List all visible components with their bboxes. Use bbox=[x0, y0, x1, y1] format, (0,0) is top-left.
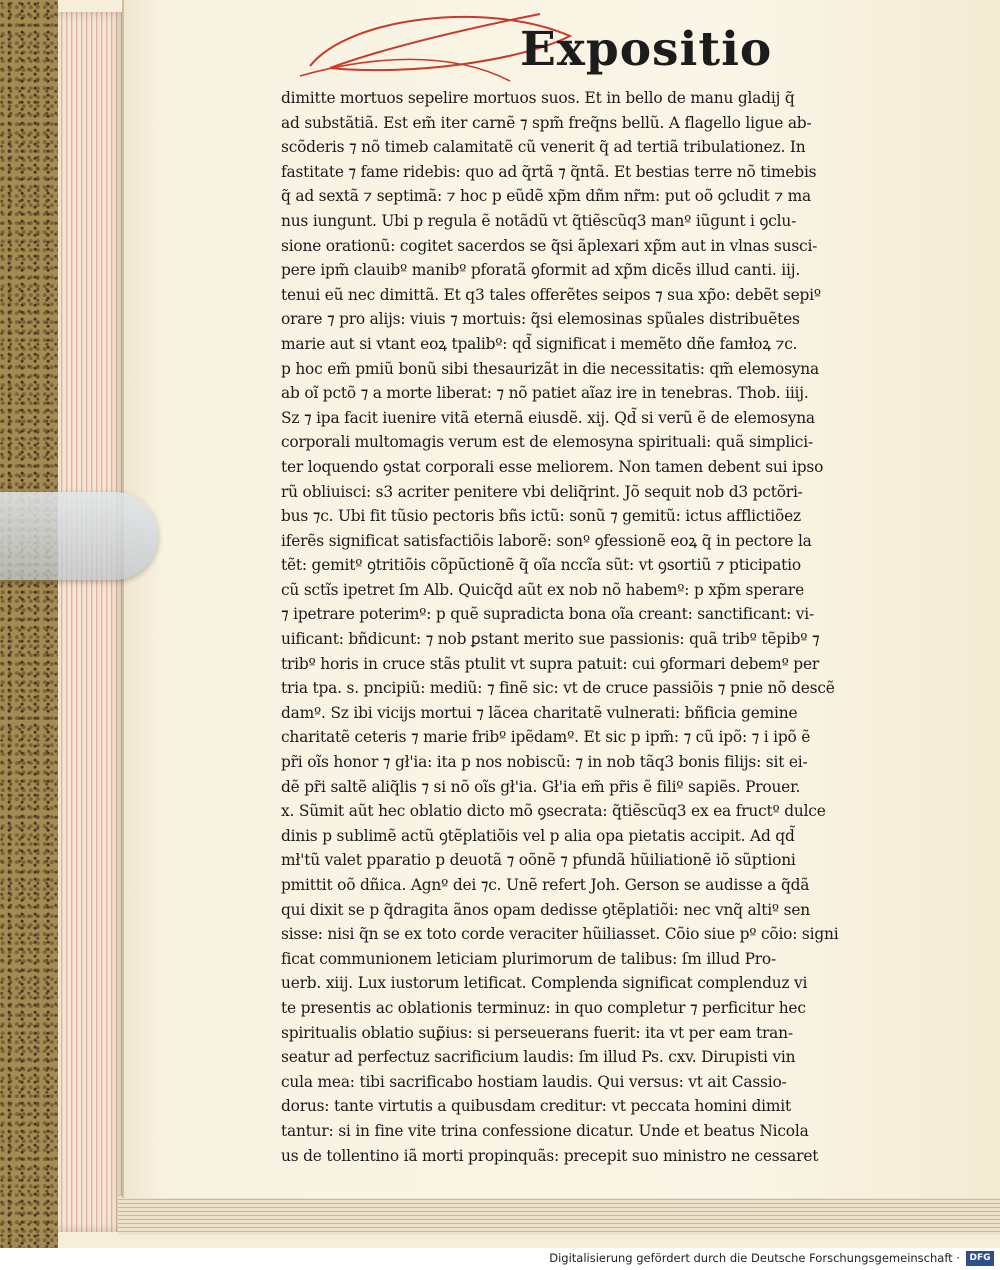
text-line: dinis p sublimẽ actũ ꝯtẽplatiõis vel p alia opa pietatis accipit. Ad qd̃ bbox=[281, 826, 795, 845]
text-line: nus iungunt. Ubi p regula ẽ notãdũ vt q̃tiẽscũq3 manº iũgunt i ꝯclu- bbox=[281, 211, 797, 230]
text-line: qui dixit se p q̃dragita ãnos opam dedisse ꝯtẽplatiõi: nec vnq̃ altiº sen bbox=[281, 900, 810, 919]
text-line: pr̃i oĩs honor ⁊ gł'ia: ita p nos nobiscũ: ⁊ in nob tãq3 bonis filijs: sit ei- bbox=[281, 753, 808, 772]
text-line: ficat communionem leticiam plurimorum de talibus: ſm illud Pro- bbox=[281, 949, 776, 968]
text-line: scõderis ⁊ nõ timeb calamitatẽ cũ venerit q̃ ad tertiã tribulationez. In bbox=[281, 138, 806, 157]
text-line: damº. Sz ibi vicijs mortui ⁊ lãcea charitatẽ vulnerati: bñficia gemine bbox=[281, 703, 798, 722]
book-cover-edge bbox=[0, 0, 58, 1248]
text-line: tẽt: gemitº ꝯtritiõis cõpũctionẽ q̃ oĩa nccĩa sũt: vt ꝯsortiũ ⁊ pticipatio bbox=[281, 556, 801, 575]
text-line bbox=[281, 1168, 931, 1193]
text-line: tantur: si in fine vite trina confessione dicatur. Unde et beatus Nicola bbox=[281, 1121, 809, 1140]
page-edges bbox=[58, 12, 126, 1232]
text-line: cula mea: tibi sacrificabo hostiam laudis. Qui versus: vt ait Cassio- bbox=[281, 1072, 787, 1091]
text-line: fastitate ⁊ fame ridebis: quo ad q̃rtã ⁊ q̃ntã. Et bestias terre nõ timebis bbox=[281, 162, 817, 181]
page-heading: Expositio bbox=[520, 22, 773, 77]
text-line: uificant: bñdicunt: ⁊ nob ꝑstant merito sue passionis: quã tribº tẽpibº ⁊ bbox=[281, 630, 820, 649]
text-line: sione orationũ: cogitet sacerdos se q̃si ãplexari xp̃m aut in vlnas susci- bbox=[281, 236, 818, 255]
text-line: dorus: tante virtutis a quibusdam creditur: vt peccata homini dimit bbox=[281, 1097, 792, 1116]
text-line: seatur ad perfectuz sacrificium laudis: ſm illud Ps. cxv. Dirupisti vin bbox=[281, 1048, 796, 1067]
text-line: tria tpa. s. pncipiũ: mediũ: ⁊ finẽ sic: vt de cruce passiõis ⁊ pnie nõ descẽ bbox=[281, 679, 835, 698]
text-line: spiritualis oblatio suꝑ̃ius: si perseuerans fuerit: ita vt per eam tran- bbox=[281, 1023, 793, 1042]
text-line bbox=[281, 1193, 931, 1218]
text-line: corporali multomagis verum est de elemosyna spirituali: quã simplici- bbox=[281, 433, 813, 452]
text-line: dimitte mortuos sepelire mortuos suos. Et in bello de manu gladij q̃ bbox=[281, 89, 795, 107]
text-line: tribº horis in cruce stãs ptulit vt supra patuit: cui ꝯformari debemº per bbox=[281, 654, 820, 673]
text-line: rũ obliuisci: s3 acriter penitere vbi deliq̃rint. Jõ sequit nob d3 pctõri- bbox=[281, 482, 803, 501]
dfg-logo: DFG bbox=[966, 1251, 994, 1266]
digitization-footer bbox=[0, 1248, 1000, 1270]
text-line: charitatẽ ceteris ⁊ marie fribº ipẽdamº. Et sic p ipm̃: ⁊ cũ ipõ: ⁊ i ipõ ẽ bbox=[281, 728, 811, 747]
funding-notice: Digitalisierung gefördert durch die Deutsche Forschungsgemeinschaft · bbox=[549, 1251, 960, 1265]
text-line: te presentis ac oblationis terminuz: in quo completur ⁊ perficitur hec bbox=[281, 998, 806, 1017]
text-line: p hoc em̃ pmiũ bonũ sibi thesaurizãt in die necessitatis: qm̃ elemosyna bbox=[281, 359, 819, 378]
text-line: orare ⁊ pro alijs: viuis ⁊ mortuis: q̃si elemosinas spũales distribuẽtes bbox=[281, 310, 800, 329]
text-line: Sz ⁊ ipa facit iuenire vitã eternã eiusdẽ. xij. Qd̃ si verũ ẽ de elemosyna bbox=[281, 408, 815, 427]
text-line: iferẽs significat satisfactiõis laborẽ: sonº ꝯfessionẽ eoꝝ q̃ in pectore la bbox=[281, 531, 812, 550]
text-line: ter loquendo ꝯstat corporali esse meliorem. Non tamen debent sui ipso bbox=[281, 457, 824, 476]
text-line: cũ sctĩs ipetret ſm Alb. Quicq̃d aũt ex nob nõ habemº: p xp̃m sperare bbox=[281, 580, 804, 599]
text-line: ad substãtiã. Est em̃ iter carnẽ ⁊ spm̃ freq̃ns bellũ. A flagello ligue ab- bbox=[281, 113, 812, 132]
text-line: mł'tũ valet pparatio p deuotã ⁊ oõnẽ ⁊ pfundã hũiliationẽ iõ sũptioni bbox=[281, 851, 796, 870]
text-line bbox=[281, 1217, 931, 1242]
text-line: q̃ ad sextã ⁊ septimã: ⁊ hoc p eũdẽ xp̃m dñm nr̃m: put oõ ꝯcludit ⁊ ma bbox=[281, 187, 811, 206]
text-line: tenui eũ nec dimittã. Et q3 tales offerẽtes seipos ⁊ sua xp̃o: debẽt sepiº bbox=[281, 285, 821, 304]
text-line: marie aut si vtant eoꝝ tpalibº: qd̃ significat i memẽto dñe famłoꝝ ⁊c. bbox=[281, 334, 798, 353]
text-line: ⁊ ipetrare poterimº: p quẽ supradicta bona oĩa creant: sanctificant: vi- bbox=[281, 605, 814, 624]
text-line: dẽ pr̃i saltẽ aliq̃lis ⁊ si nõ oĩs gł'ia. Gł'ia em̃ pr̃is ẽ filiº sapiẽs. Prouer. bbox=[281, 777, 801, 796]
text-column bbox=[281, 86, 931, 1242]
plastic-page-clip bbox=[0, 492, 158, 580]
text-line: pere ipm̃ clauibº manibº pforatã ꝯformit ad xp̃m dicẽs illud canti. iij. bbox=[281, 261, 801, 280]
text-line: uerb. xiij. Lux iustorum letificat. Complenda significat complenduz vi bbox=[281, 974, 808, 993]
text-line: us de tollentino iã morti propinquãs: precepit suo ministro ne cessaret bbox=[281, 1146, 819, 1165]
text-line: x. Sũmit aũt hec oblatio dicto mõ ꝯsecrata: q̃tiẽscũq3 ex ea fructº dulce bbox=[281, 802, 826, 821]
text-line: bus ⁊c. Ubi fit tũsio pectoris bñs ictũ: sonũ ⁊ gemitũ: ictus afflictiõez bbox=[281, 507, 801, 526]
text-line: pmittit oõ dñica. Agnº dei ⁊c. Unẽ refert Joh. Gerson se audisse a q̃dã bbox=[281, 876, 810, 894]
text-line: ab oĩ pctõ ⁊ a morte liberat: ⁊ nõ patiet aĩaz ire in tenebras. Thob. iiij. bbox=[281, 384, 809, 403]
text-line: sisse: nisi q̃n se ex toto corde veraciter hũiliasset. Cõio siue pº cõio: signi bbox=[281, 925, 839, 944]
